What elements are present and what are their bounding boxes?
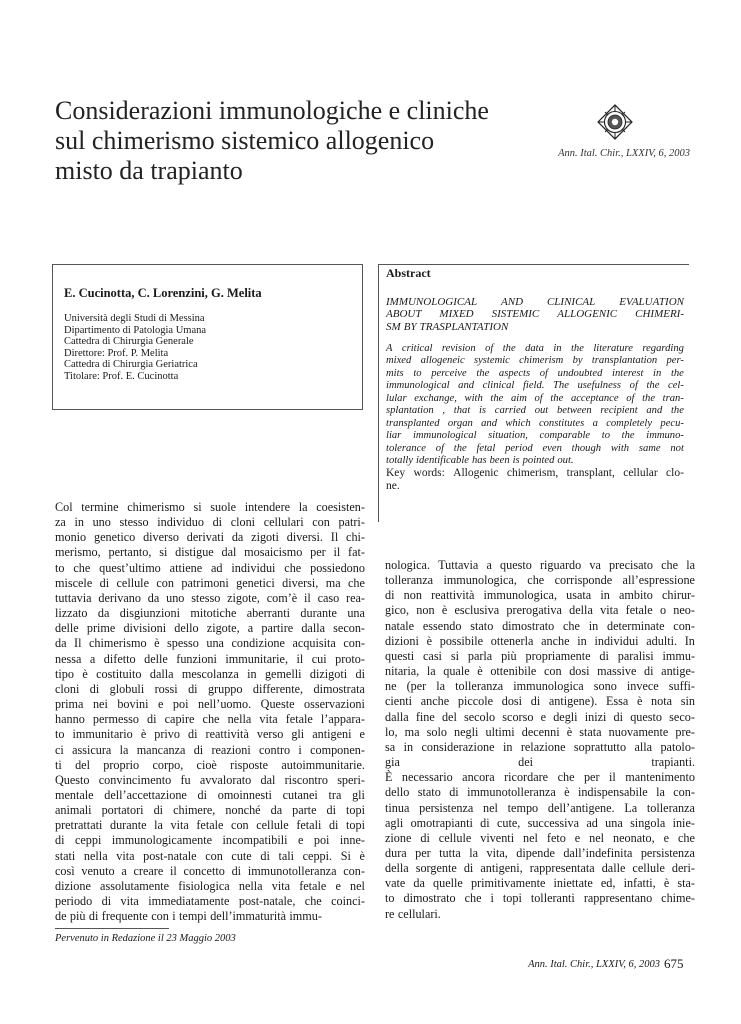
body-line: sa in considerazione in relazione soprattutto alla patolo- <box>385 739 695 754</box>
body-line: della sorgente di antigeni, rappresentata dalle cellule deri- <box>385 861 695 876</box>
abstract-line: tolerance of the fetal period even though with same not <box>386 442 684 454</box>
received-date: Pervenuto in Redazione il 23 Maggio 2003 <box>55 933 236 944</box>
body-line: prima nei bovini e poi nell’uomo. Queste osservazioni <box>55 697 365 712</box>
abstract-line: liar immunological situation, comparable to the immuno- <box>386 430 684 442</box>
body-line: cienti anche piccole dosi di antigene). Essa è nota sin <box>385 694 695 709</box>
body-line: Col termine chimerismo si suole intendere la coesisten- <box>55 500 365 514</box>
body-line: di non reattività immunologica, usata in ambito chirur- <box>385 588 695 603</box>
body-line: hanno permesso di capire che nella vita fetale l’appara- <box>55 712 365 727</box>
body-line: dura per tutta la vita, dipende dall’indefinita persistenza <box>385 845 695 860</box>
title-line: Considerazioni immunologiche e cliniche <box>55 96 489 125</box>
body-line: lo, ma solo negli ultimi decenni è stata nuovamente pre- <box>385 724 695 739</box>
affiliation-line: Cattedra di Chirurgia Geriatrica <box>64 359 198 371</box>
body-line: to dimostrato che i topi tolleranti rappresentano chime- <box>385 891 695 906</box>
affiliation-line: Direttore: Prof. P. Melita <box>64 347 169 359</box>
body-line: gia dei trapianti. <box>385 755 695 770</box>
body-line: dello stato di immunotolleranza è indispensabile la con- <box>385 785 695 800</box>
abstract-line: mixed allogeneic systemic chimerism by transplantation per- <box>386 355 684 367</box>
abstract-side-rule <box>378 264 379 522</box>
abstract-line: A critical revision of the data in the literature regarding <box>386 342 684 354</box>
body-line: questi casi si parla più propriamente di paralisi immu- <box>385 648 695 663</box>
body-line: ti del proprio corpo, cioè risposte autoimmunitarie. <box>55 757 365 772</box>
body-column-right <box>385 558 695 922</box>
body-line: mentale dell’accettazione di omoinnesti cutanei tra gli <box>55 787 365 802</box>
title-line: misto da trapianto <box>55 156 243 185</box>
body-line: animali portatori di chimere, nonché da parte di topi <box>55 803 365 818</box>
body-line: da Il chimerismo è spesso una condizione acquisita con- <box>55 636 365 651</box>
body-column-left <box>55 500 365 924</box>
article-title <box>55 96 525 186</box>
journal-seal-icon <box>596 103 634 141</box>
keywords-line: ne. <box>386 479 400 492</box>
abstract-title <box>386 296 684 333</box>
body-line: lizzato da disgiunzioni mitotiche aberranti durante una <box>55 606 365 621</box>
body-line: Questo convincimento fu avvalorato dal riscontro speri- <box>55 772 365 787</box>
body-line: dizione assolutamente fisiologica nella vita fetale e nel <box>55 878 365 893</box>
abstract-line: splantation , that is carried out between recipient and the <box>386 405 684 417</box>
body-line: tipo è costituito dalla mescolanza in gemelli dizigoti di <box>55 666 365 681</box>
body-line: tolleranza immunologica, che corrisponde all’espressione <box>385 573 695 588</box>
body-line: dalla fine del secolo scorso e degli inizi di questo seco- <box>385 709 695 724</box>
body-line: così venuto a creare il concetto di immunotolleranza con- <box>55 863 365 878</box>
body-line: za in uno stesso individuo di cloni cellulari con patri- <box>55 515 365 530</box>
abstract-line: lular exchange, with the aim of the acceptance of the tran- <box>386 392 684 404</box>
keywords <box>386 467 684 492</box>
body-line: ne (per la tolleranza immunologica sono invece suffi- <box>385 679 695 694</box>
abstract-body <box>386 343 684 468</box>
body-line: gico, non è esclusiva prerogativa della vita fetale o neo- <box>385 603 695 618</box>
body-line: nitaria, la quale è ottenibile con dosi massive di antige- <box>385 664 695 679</box>
title-line: sul chimerismo sistemico allogenico <box>55 126 435 155</box>
abstract-heading: Abstract <box>386 266 431 280</box>
body-line: merismo, pertanto, si distigue dal mosaicismo per il fat- <box>55 545 365 560</box>
body-line: miscele di cellule con patrimoni genetici diversi, ma che <box>55 575 365 590</box>
body-line: periodo di vita immediatamente post-natale, che coinci- <box>55 894 365 909</box>
body-line: to immunitario è privo di reattività verso gli antigeni e <box>55 727 365 742</box>
affiliation-line: Dipartimento di Patologia Umana <box>64 324 207 336</box>
footnote-rule <box>55 928 169 929</box>
abstract-top-rule <box>378 264 689 265</box>
abstract-title-line: ABOUT MIXED SISTEMIC ALLOGENIC CHIMERI- <box>386 308 684 321</box>
body-line: re cellulari. <box>385 906 441 921</box>
abstract-line: mits to perceive the aspects of undoubted interest in the <box>386 367 684 379</box>
keywords-line: Key words: Allogenic chimerism, transplant, cellular clo- <box>386 467 684 480</box>
page-number: 675 <box>664 956 684 971</box>
body-line: nessa a difetto delle funzioni immunitarie, il cui proto- <box>55 651 365 666</box>
body-line: de più di frequente con i tempi dell’immaturità immu- <box>55 909 322 924</box>
footer-journal-reference: Ann. Ital. Chir., LXXIV, 6, 2003 <box>528 959 660 970</box>
abstract-title-line: SM BY TRASPLANTATION <box>386 320 509 333</box>
body-line: ci assicura la mancanza di reazioni contro i componen- <box>55 742 365 757</box>
body-line: pretrattati durante la vita fetale con cellule fetali di topi <box>55 818 365 833</box>
abstract-line: totally identificable has been is pointed out. <box>386 454 574 466</box>
abstract-title-line: IMMUNOLOGICAL AND CLINICAL EVALUATION <box>386 296 684 308</box>
body-line: cloni di globuli rossi di gruppo differente, dimostrata <box>55 681 365 696</box>
body-line: agli omotrapianti di cute, successiva ad una singola inie- <box>385 815 695 830</box>
affiliation-line: Cattedra di Chirurgia Generale <box>64 336 194 348</box>
affiliation <box>64 313 352 383</box>
affiliation-line: Università degli Studi di Messina <box>64 313 205 324</box>
body-line: di ceppi immunologicamente incompatibili e poi inne- <box>55 833 365 848</box>
author-list: E. Cucinotta, C. Lorenzini, G. Melita <box>64 286 262 300</box>
body-line: tuttavia derivano da uno stesso zigote, com’è il caso rea- <box>55 590 365 605</box>
body-line: to che quest’ultimo attiene ad individui che possiedono <box>55 560 365 575</box>
abstract-line: transplanted organ and which constitutes a completely pecu- <box>386 417 684 429</box>
body-line: tinua persistenza nel tempo dell’antigene. La tolleranza <box>385 800 695 815</box>
journal-reference: Ann. Ital. Chir., LXXIV, 6, 2003 <box>558 148 690 159</box>
body-line: vate da quelle primitivamente iniettate ed, infatti, è sta- <box>385 876 695 891</box>
body-line: natale essendo stato dimostrato che in determinate con- <box>385 618 695 633</box>
affiliation-line: Titolare: Prof. E. Cucinotta <box>64 370 179 382</box>
body-line: nologica. Tuttavia a questo riguardo va precisato che la <box>385 558 695 572</box>
body-line: zione di cellule viventi nel feto e nel neonato, e che <box>385 830 695 845</box>
body-line: stati nella vita post-natale con cute di tali ceppi. Si è <box>55 848 365 863</box>
body-line: delle prime divisioni dello zigote, a partire dalla secon- <box>55 621 365 636</box>
abstract-line: immunological and clinical field. The usefulness of the cel- <box>386 380 684 392</box>
author-box <box>52 264 363 410</box>
body-line: dizioni è possibile ottenerla anche in individui adulti. In <box>385 633 695 648</box>
body-line: È necessario ancora ricordare che per il mantenimento <box>385 770 695 785</box>
abstract <box>386 266 684 492</box>
body-line: monio genetico diverso derivati da zigoti diversi. Il chi- <box>55 530 365 545</box>
